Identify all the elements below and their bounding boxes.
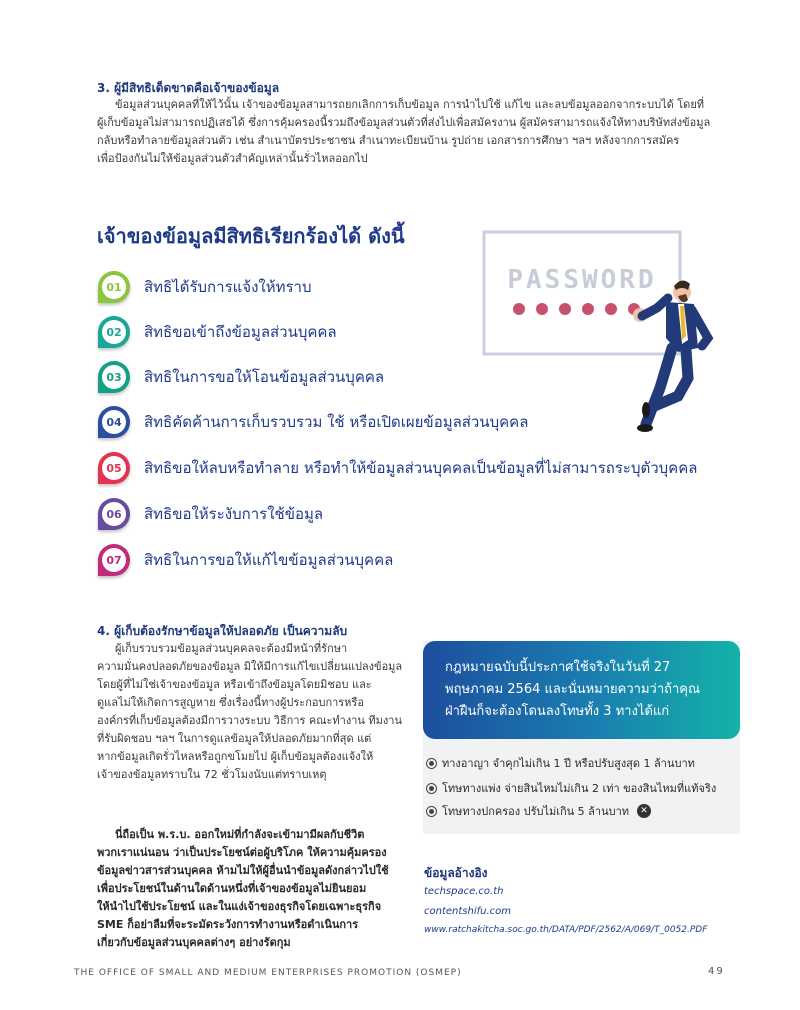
footer-organization: THE OFFICE OF SMALL AND MEDIUM ENTERPRISES PROMOTION (OSMEP) [74, 968, 462, 978]
closing-line: SME ก็อย่าลืมที่จะระมัดระวังการทำงานหรือดำเนินการ [97, 918, 359, 931]
closing-paragraph [97, 826, 397, 952]
rights-heading: เจ้าของข้อมูลมีสิทธิเรียกร้องได้ ดังนี้ [97, 224, 405, 248]
penalty-heading [423, 641, 740, 739]
section-4-line: ดูแลไม่ให้เกิดการสูญหาย ซึ่งเรื่องนี้ทางผู้ประกอบการหรือ [97, 696, 364, 709]
closing-line: นี่ถือเป็น พ.ร.บ. ออกใหม่ที่กำลังจะเข้ามามีผลกับชีวิต [115, 828, 365, 841]
close-icon: ✕ [637, 804, 651, 818]
page-number: 49 [708, 966, 725, 977]
section-3-title: 3. ผู้มีสิทธิเด็ดขาดคือเจ้าของข้อมูล [97, 81, 280, 95]
right-label: สิทธิคัดค้านการเก็บรวบรวม ใช้ หรือเปิดเผยข้อมูลส่วนบุคคล [144, 413, 529, 431]
number-badge-icon [98, 316, 130, 348]
section-4-line: โดยผู้ที่ไม่ใช่เจ้าของข้อมูล หรือเข้าถึงข้อมูลโดยมิชอบ และ [97, 678, 372, 691]
closing-line: เพื่อประโยชน์ในด้านใดด้านหนึ่งที่เจ้าของข้อมูลไม่ยินยอม [97, 882, 367, 895]
password-text: PASSWORD [507, 265, 657, 295]
badge-number: 07 [102, 548, 126, 572]
closing-line: ให้นำไปใช้ประโยชน์ และในแง่เจ้าของธุรกิจโดยเฉพาะธุรกิจ [97, 900, 382, 913]
badge-number: 03 [102, 365, 126, 389]
right-label: สิทธิในการขอให้แก้ไขข้อมูลส่วนบุคคล [144, 551, 394, 569]
number-badge-icon [98, 406, 130, 438]
penalty-heading-line: ฝ่าฝืนก็จะต้องโดนลงโทษทั้ง 3 ทางได้แก่ [445, 704, 670, 719]
number-badge-icon [98, 361, 130, 393]
section-4-line: องค์กรที่เก็บข้อมูลต้องมีการวางระบบ วิธีการ คณะทำงาน ทีมงาน [97, 714, 402, 727]
right-item [98, 541, 738, 579]
closing-line: พวกเราแน่นอน ว่าเป็นประโยชน์ต่อผู้บริโภค ให้ความคุ้มครอง [97, 846, 387, 859]
reference-link[interactable]: www.ratchakitcha.soc.go.th/DATA/PDF/2562/A/069/T_0052.PDF [424, 925, 708, 935]
bullet-icon [426, 783, 437, 794]
references-title: ข้อมูลอ้างอิง [424, 866, 488, 880]
badge-number: 05 [102, 456, 126, 480]
reference-link[interactable]: contentshifu.com [424, 906, 512, 917]
section-4-body [97, 640, 403, 784]
right-label: สิทธิขอให้ลบหรือทำลาย หรือทำให้ข้อมูลส่วนบุคคลเป็นข้อมูลที่ไม่สามารถระบุตัวบุคคล [144, 459, 698, 477]
bullet-icon [426, 758, 437, 769]
badge-number: 01 [102, 275, 126, 299]
badge-number: 02 [102, 320, 126, 344]
section-3-line: กลับหรือทำลายข้อมูลส่วนตัว เช่น สำเนาบัตรประชาชน สำเนาทะเบียนบ้าน รูปถ่าย เอกสารการศึกษา ฯลฯ หลังจากการสมัคร [97, 134, 680, 147]
closing-line: ข้อมูลข่าวสารส่วนบุคคล ห้ามไม่ให้ผู้อื่นนำข้อมูลดังกล่าวไปใช้ [97, 864, 389, 877]
number-badge-icon [98, 544, 130, 576]
section-4-line: ที่รับผิดชอบ ฯลฯ ในการดูแลข้อมูลให้ปลอดภัยมากที่สุด แต่ [97, 732, 372, 745]
section-3-line: ข้อมูลส่วนบุคคลที่ให้ไว้นั้น เจ้าของข้อมูลสามารถยกเลิกการเก็บข้อมูล การนำไปใช้ แก้ไข และลบข้อมูลออกจากระบบได้ โดยที่ [115, 98, 705, 111]
password-illustration [482, 228, 720, 440]
badge-number: 06 [102, 502, 126, 526]
section-3-line: เพื่อป้องกันไม่ให้ข้อมูลส่วนตัวสำคัญเหล่านั้นรั่วไหลออกไป [97, 152, 368, 165]
penalty-item-label: โทษทางแพ่ง จ่ายสินไหมไม่เกิน 2 เท่า ของสินไหมที่แท้จริง [442, 782, 717, 795]
penalty-item-criminal [426, 754, 695, 772]
badge-number: 04 [102, 410, 126, 434]
section-4-line: ผู้เก็บรวบรวมข้อมูลส่วนบุคคลจะต้องมีหน้าที่รักษา [115, 642, 348, 655]
penalty-item-label: ทางอาญา จำคุกไม่เกิน 1 ปี หรือปรับสูงสุด 1 ล้านบาท [442, 757, 695, 770]
bullet-icon [426, 806, 437, 817]
right-item [98, 449, 738, 487]
right-label: สิทธิในการขอให้โอนข้อมูลส่วนบุคคล [144, 368, 385, 386]
section-4-line: เจ้าของข้อมูลทราบใน 72 ชั่วโมงนับแต่ทราบเหตุ [97, 768, 327, 781]
section-4-title: 4. ผู้เก็บต้องรักษาข้อมูลให้ปลอดภัย เป็นความลับ [97, 624, 348, 638]
penalty-item-label: โทษทางปกครอง ปรับไม่เกิน 5 ล้านบาท [442, 805, 630, 818]
closing-line: เกี่ยวกับข้อมูลส่วนบุคคลต่างๆ อย่างรัดกุม [97, 936, 291, 949]
right-label: สิทธิได้รับการแจ้งให้ทราบ [144, 278, 312, 296]
number-badge-icon [98, 498, 130, 530]
section-4-line: ความมั่นคงปลอดภัยของข้อมูล มิให้มีการแก้ไขเปลี่ยนแปลงข้อมูล [97, 660, 403, 673]
section-3-body [97, 96, 725, 168]
right-label: สิทธิขอเข้าถึงข้อมูลส่วนบุคคล [144, 323, 337, 341]
number-badge-icon [98, 271, 130, 303]
penalty-heading-line: พฤษภาคม 2564 และนั่นหมายความว่าถ้าคุณ [445, 682, 701, 697]
reference-link[interactable]: techspace.co.th [424, 886, 504, 897]
penalty-item-administrative [426, 802, 651, 820]
penalty-heading-line: กฎหมายฉบับนี้ประกาศใช้จริงในวันที่ 27 [445, 660, 671, 675]
number-badge-icon [98, 452, 130, 484]
section-3-line: ผู้เก็บข้อมูลไม่สามารถปฏิเสธได้ ซึ่งการคุ้มครองนี้รวมถึงข้อมูลส่วนตัวที่ส่งไปเพื่อสมัครงาน ผู้สมัครสามารถแจ้งให้ทางบริษัทส่งข้อมูล [97, 116, 711, 129]
penalty-item-civil [426, 779, 716, 797]
section-4-line: หากข้อมูลเกิดรั่วไหลหรือถูกขโมยไป ผู้เก็บข้อมูลต้องแจ้งให้ [97, 750, 374, 763]
right-label: สิทธิขอให้ระงับการใช้ข้อมูล [144, 505, 324, 523]
right-item [98, 495, 738, 533]
